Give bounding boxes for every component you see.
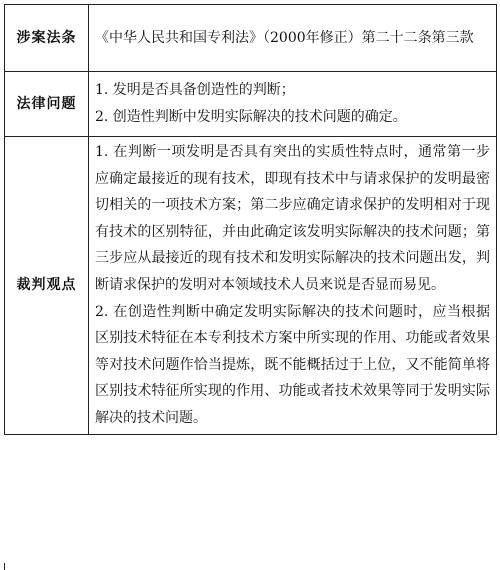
statute-label: 涉案法条: [5, 5, 89, 72]
table-row-statute: [5, 5, 497, 72]
statute-cell: [89, 5, 497, 72]
issue-item-1: 1. 发明是否具备创造性的判断；: [95, 82, 295, 99]
holding-cell: [89, 137, 497, 435]
holding-label: 裁判观点: [5, 137, 89, 435]
case-summary-table: [4, 4, 497, 435]
holding-item-1: 1. 在判断一项发明是否具有突出的实质性特点时，通常第一步应确定最接近的现有技术，即现有技术中与请求保护的发明最密切相关的一项技术方案；第二步应确定请求保护的发明相对于现有技术的区别特征，并由此确定该发明实际解决的技术问题；第三步应从最接近的现有技术和发明实际解决的技术问题出发，判断请求保护的发明对本领域技术人员来说是否显而易见。: [95, 144, 490, 293]
holding-item-2: 2. 在创造性判断中确定发明实际解决的技术问题时，应当根据区别技术特征在本专利技术方案中所实现的作用、功能或者效果等对技术问题作恰当提炼，既不能概括过于上位，又不能简单将区别技术特征所实现的作用、功能或者技术效果等同于发明实际解决的技术问题。: [95, 303, 490, 426]
table-continuation-edge: [4, 563, 496, 570]
table-row-holding: [5, 137, 497, 435]
statute-text: 《中华人民共和国专利法》（2000年修正）第二十二条第三款: [95, 29, 474, 46]
issue-item-2: 2. 创造性判断中发明实际解决的技术问题的确定。: [95, 109, 407, 125]
issues-label: 法律问题: [5, 72, 89, 137]
table-row-issues: [5, 72, 497, 137]
issues-cell: [89, 72, 497, 137]
